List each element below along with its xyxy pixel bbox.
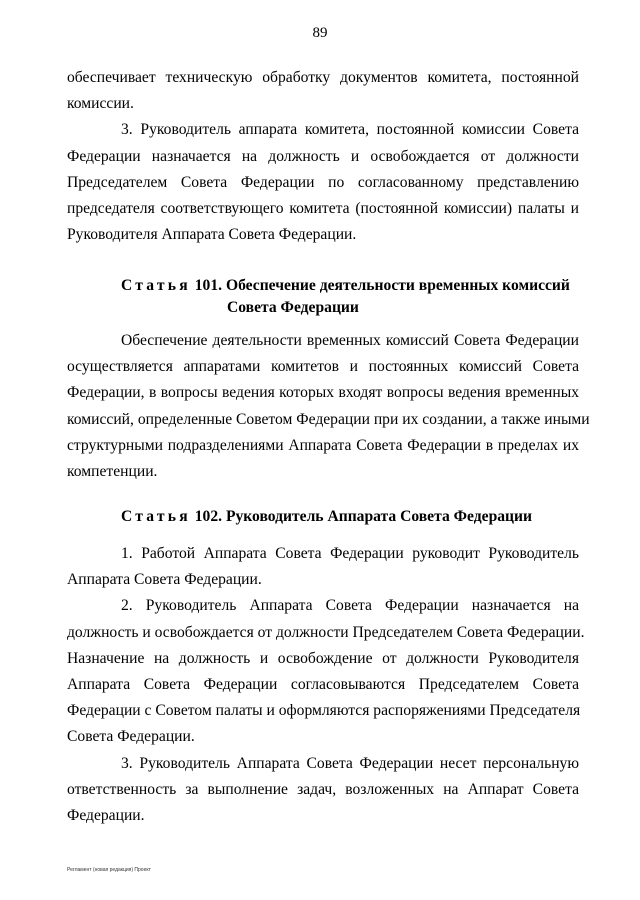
footer-note: Регламент (новая редакция) Проект [67,867,151,873]
text-line: Обеспечение деятельности временных комиссий Совета Федерации [121,332,579,349]
text-line: Совета Федерации. [67,728,195,746]
paragraph-block-1 [67,65,579,248]
article-102-body [67,541,585,829]
text-line: структурными подразделениями Аппарата Совета Федерации в пределах их [67,436,579,454]
text-line: комиссии. [67,95,134,113]
article-102-heading [121,506,581,528]
text-line: 1. Работой Аппарата Совета Федерации руководит Руководитель [121,545,579,562]
article-101-title: 101. Обеспечение деятельности временных комиссий [194,277,570,294]
text-line: комиссий, определенные Советом Федерации при их создании, а также иными [67,410,590,428]
text-line: Аппарата Совета Федерации согласовываются Председателем Совета [67,675,579,693]
text-line: Федерации. [67,806,145,824]
text-line: ответственность за выполнение задач, возложенных на Аппарат Совета [67,780,579,798]
page-number: 89 [312,25,328,41]
article-label: Статья [121,277,191,294]
article-101-title-cont: Совета Федерации [227,299,359,316]
article-101-heading [121,275,581,319]
text-line: Федерации назначается на должность и освобождается от должности [67,147,579,165]
text-line: Руководителя Аппарата Совета Федерации. [67,226,357,244]
text-line: должность и освобождается от должности Председателем Совета Федерации. [67,623,585,641]
text-line: Федерации, в вопросы ведения которых входят вопросы ведения временных [67,384,579,402]
text-line: 3. Руководитель аппарата комитета, постоянной комиссии Совета [121,121,579,139]
text-line: 2. Руководитель Аппарата Совета Федерации назначается на [121,597,579,615]
text-line: Аппарата Совета Федерации. [67,571,262,589]
article-102-title: 102. Руководитель Аппарата Совета Федерации [194,508,532,525]
article-label: Статья [121,508,191,525]
text-line: председателя соответствующего комитета (постоянной комиссии) палаты и [67,199,579,217]
text-line: 3. Руководитель Аппарата Совета Федерации несет персональную [121,754,579,772]
text-line: обеспечивает техническую обработку документов комитета, постоянной [67,69,579,86]
text-line: Федерации с Советом палаты и оформляются распоряжениями Председателя [67,702,581,720]
text-line: Назначение на должность и освобождение от должности Руководителя [67,649,579,667]
text-line: Председателем Совета Федерации по согласованному представлению [67,173,579,191]
text-line: осуществляется аппаратами комитетов и постоянных комиссий Совета [67,358,579,376]
text-line: компетенции. [67,462,158,480]
article-101-body [67,328,590,485]
